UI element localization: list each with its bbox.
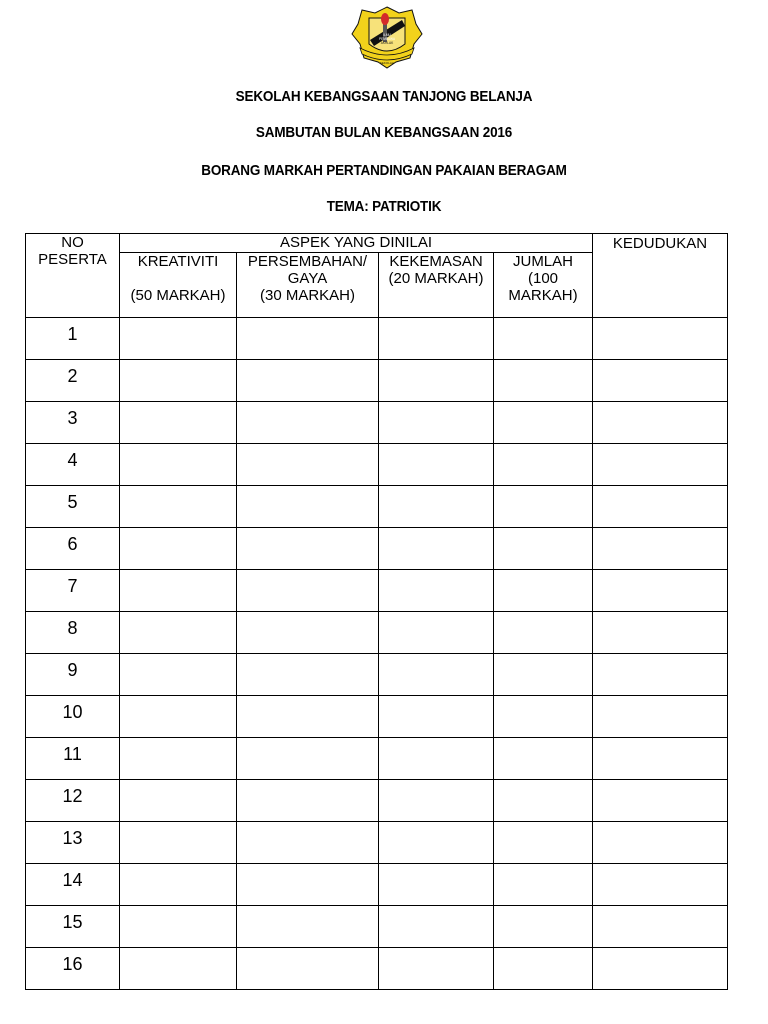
jumlah-cell[interactable] <box>494 864 593 906</box>
jumlah-cell[interactable] <box>494 822 593 864</box>
event-title: SAMBUTAN BULAN KEBANGSAAN 2016 <box>255 124 513 141</box>
kekemasan-cell[interactable] <box>379 486 494 528</box>
participant-number: 10 <box>26 696 120 738</box>
table-row <box>26 654 728 696</box>
participant-number: 16 <box>26 948 120 990</box>
persembahan-cell[interactable] <box>237 528 379 570</box>
persembahan-cell[interactable] <box>237 444 379 486</box>
kreativiti-cell[interactable] <box>120 528 237 570</box>
table-row <box>26 948 728 990</box>
participant-number: 9 <box>26 654 120 696</box>
table-row <box>26 528 728 570</box>
participant-number: 15 <box>26 906 120 948</box>
kekemasan-cell[interactable] <box>379 780 494 822</box>
kekemasan-cell[interactable] <box>379 360 494 402</box>
participant-number: 6 <box>26 528 120 570</box>
jumlah-cell[interactable] <box>494 612 593 654</box>
kedudukan-cell[interactable] <box>593 696 728 738</box>
col-header-kekemasan <box>379 253 494 318</box>
jumlah-marks-line1: (100 <box>527 270 559 287</box>
kedudukan-cell[interactable] <box>593 486 728 528</box>
table-row <box>26 318 728 360</box>
participant-number: 14 <box>26 864 120 906</box>
kedudukan-cell[interactable] <box>593 528 728 570</box>
logo-text-akhlak: AKHLAK <box>380 41 394 45</box>
persembahan-cell[interactable] <box>237 738 379 780</box>
kreativiti-cell[interactable] <box>120 570 237 612</box>
col-header-no-peserta <box>26 234 120 318</box>
jumlah-marks-line2: MARKAH) <box>508 287 578 304</box>
kedudukan-cell[interactable] <box>593 822 728 864</box>
kedudukan-cell[interactable] <box>593 654 728 696</box>
col-no-line1: NO <box>61 234 84 251</box>
kreativiti-cell[interactable] <box>120 906 237 948</box>
table-row <box>26 906 728 948</box>
theme-title: TEMA: PATRIOTIK <box>326 198 442 215</box>
kedudukan-cell[interactable] <box>593 906 728 948</box>
table-row <box>26 486 728 528</box>
logo-text-pembawa: PEMBAWA <box>378 37 396 41</box>
table-row <box>26 402 728 444</box>
kekemasan-cell[interactable] <box>379 570 494 612</box>
table-row <box>26 570 728 612</box>
school-logo <box>350 4 424 70</box>
persembahan-cell[interactable] <box>237 360 379 402</box>
table-row <box>26 444 728 486</box>
marks-table <box>25 233 728 990</box>
persembahan-cell[interactable] <box>237 906 379 948</box>
kedudukan-cell[interactable] <box>593 780 728 822</box>
logo-text-ilmu: ILMU <box>383 33 391 37</box>
persembahan-cell[interactable] <box>237 864 379 906</box>
kedudukan-cell[interactable] <box>593 402 728 444</box>
jumlah-cell[interactable] <box>494 780 593 822</box>
kedudukan-cell[interactable] <box>593 318 728 360</box>
kekemasan-cell[interactable] <box>379 864 494 906</box>
jumlah-cell[interactable] <box>494 738 593 780</box>
kreativiti-cell[interactable] <box>120 318 237 360</box>
kekemasan-cell[interactable] <box>379 612 494 654</box>
kekemasan-cell[interactable] <box>379 906 494 948</box>
persembahan-cell[interactable] <box>237 570 379 612</box>
persembahan-cell[interactable] <box>237 486 379 528</box>
kedudukan-cell[interactable] <box>593 948 728 990</box>
persembahan-line2: GAYA <box>287 270 328 287</box>
persembahan-line1: PERSEMBAHAN/ <box>247 253 368 270</box>
kedudukan-cell[interactable] <box>593 570 728 612</box>
participant-number: 4 <box>26 444 120 486</box>
jumlah-cell[interactable] <box>494 486 593 528</box>
kedudukan-cell[interactable] <box>593 612 728 654</box>
kekemasan-cell[interactable] <box>379 318 494 360</box>
kekemasan-cell[interactable] <box>379 822 494 864</box>
kreativiti-cell[interactable] <box>120 696 237 738</box>
jumlah-cell[interactable] <box>494 906 593 948</box>
kreativiti-cell[interactable] <box>120 444 237 486</box>
persembahan-cell[interactable] <box>237 822 379 864</box>
kreativiti-cell[interactable] <box>120 486 237 528</box>
kekemasan-cell[interactable] <box>379 402 494 444</box>
participant-number: 2 <box>26 360 120 402</box>
kedudukan-cell[interactable] <box>593 864 728 906</box>
participant-number: 13 <box>26 822 120 864</box>
jumlah-cell[interactable] <box>494 318 593 360</box>
kreativiti-cell[interactable] <box>120 360 237 402</box>
kreativiti-cell[interactable] <box>120 864 237 906</box>
jumlah-cell[interactable] <box>494 696 593 738</box>
jumlah-cell[interactable] <box>494 360 593 402</box>
kreativiti-cell[interactable] <box>120 738 237 780</box>
participant-number: 3 <box>26 402 120 444</box>
kreativiti-cell[interactable] <box>120 654 237 696</box>
school-crest-icon <box>350 4 424 70</box>
participant-number: 11 <box>26 738 120 780</box>
kedudukan-cell[interactable] <box>593 444 728 486</box>
persembahan-cell[interactable] <box>237 948 379 990</box>
form-title: BORANG MARKAH PERTANDINGAN PAKAIAN BERAGAM <box>201 162 567 179</box>
table-row <box>26 360 728 402</box>
kekemasan-marks: (20 MARKAH) <box>388 270 484 287</box>
table-row <box>26 738 728 780</box>
kreativiti-label: KREATIVITI <box>137 253 219 270</box>
jumlah-label: JUMLAH <box>512 253 573 270</box>
kreativiti-cell[interactable] <box>120 822 237 864</box>
jumlah-cell[interactable] <box>494 528 593 570</box>
group-header-aspek: ASPEK YANG DINILAI <box>120 234 593 253</box>
persembahan-cell[interactable] <box>237 402 379 444</box>
persembahan-cell[interactable] <box>237 318 379 360</box>
table-row <box>26 822 728 864</box>
jumlah-cell[interactable] <box>494 402 593 444</box>
kreativiti-cell[interactable] <box>120 402 237 444</box>
jumlah-cell[interactable] <box>494 444 593 486</box>
kreativiti-cell[interactable] <box>120 780 237 822</box>
kreativiti-cell[interactable] <box>120 612 237 654</box>
persembahan-marks: (30 MARKAH) <box>259 287 356 304</box>
col-no-line2: PESERTA <box>38 251 107 268</box>
kekemasan-cell[interactable] <box>379 528 494 570</box>
school-name: SEKOLAH KEBANGSAAN TANJONG BELANJA <box>235 88 533 105</box>
table-row <box>26 696 728 738</box>
participant-rows <box>26 318 728 990</box>
persembahan-cell[interactable] <box>237 780 379 822</box>
col-header-persembahan <box>237 253 379 318</box>
kekemasan-label: KEKEMASAN <box>389 253 483 270</box>
logo-text-sekolah: SEKOLAH <box>379 61 395 65</box>
table-row <box>26 780 728 822</box>
kekemasan-cell[interactable] <box>379 738 494 780</box>
participant-number: 12 <box>26 780 120 822</box>
kreativiti-marks: (50 MARKAH) <box>130 287 226 304</box>
col-header-kedudukan: KEDUDUKAN <box>593 234 728 318</box>
participant-number: 1 <box>26 318 120 360</box>
table-row <box>26 612 728 654</box>
kedudukan-cell[interactable] <box>593 738 728 780</box>
kedudukan-cell[interactable] <box>593 360 728 402</box>
participant-number: 7 <box>26 570 120 612</box>
kekemasan-cell[interactable] <box>379 696 494 738</box>
kekemasan-cell[interactable] <box>379 654 494 696</box>
jumlah-cell[interactable] <box>494 654 593 696</box>
table-row <box>26 864 728 906</box>
kekemasan-cell[interactable] <box>379 444 494 486</box>
kekemasan-cell[interactable] <box>379 948 494 990</box>
jumlah-cell[interactable] <box>494 948 593 990</box>
participant-number: 8 <box>26 612 120 654</box>
participant-number: 5 <box>26 486 120 528</box>
jumlah-cell[interactable] <box>494 570 593 612</box>
persembahan-cell[interactable] <box>237 654 379 696</box>
col-header-jumlah <box>494 253 593 318</box>
kreativiti-cell[interactable] <box>120 948 237 990</box>
persembahan-cell[interactable] <box>237 612 379 654</box>
persembahan-cell[interactable] <box>237 696 379 738</box>
col-header-kreativiti <box>120 253 237 318</box>
